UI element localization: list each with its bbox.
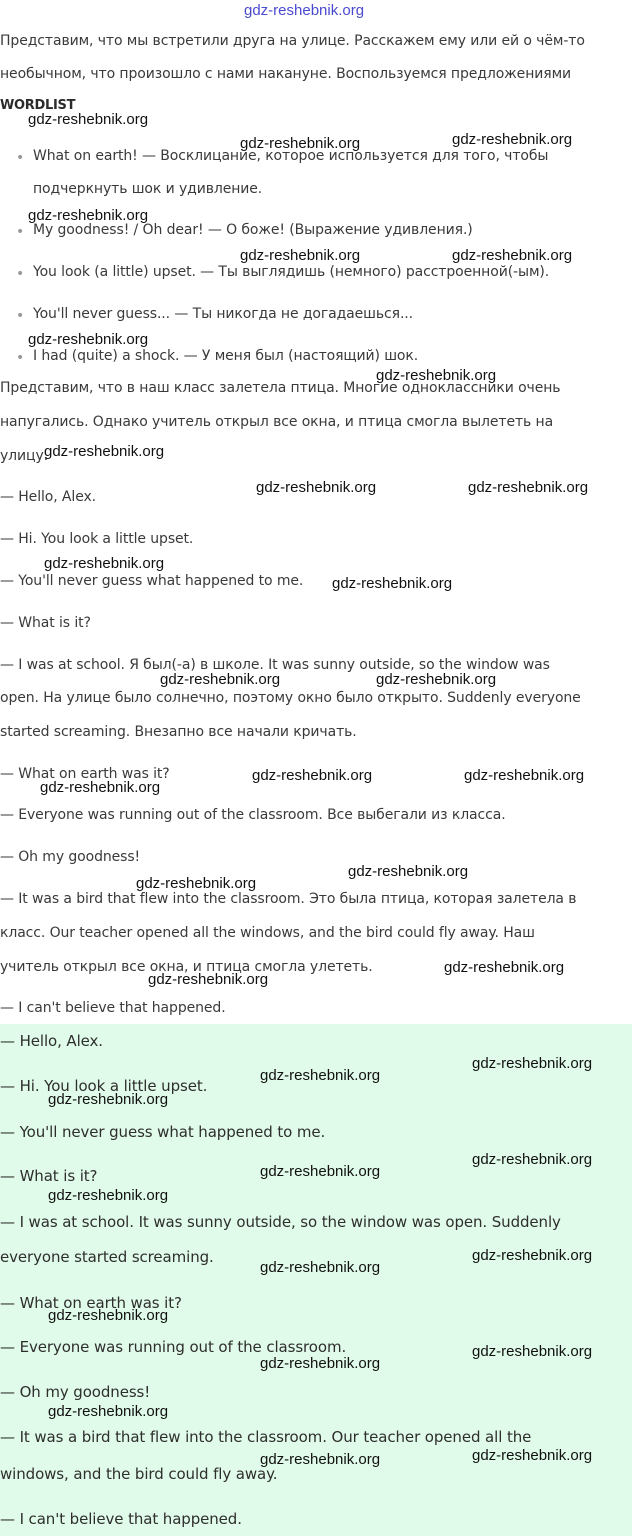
- intro-line-2: необычном, что произошло с нами накануне. Воспользуемся предложениями: [0, 66, 572, 82]
- watermark: gdz-reshebnik.org: [260, 1259, 381, 1276]
- watermark: gdz-reshebnik.org: [28, 331, 149, 348]
- bullet-icon: •: [16, 308, 25, 324]
- answer-line-4: — What is it?: [0, 1167, 98, 1185]
- bullet-icon: •: [16, 350, 25, 366]
- watermark: gdz-reshebnik.org: [44, 443, 165, 460]
- answer-line-5a: — I was at school. It was sunny outside, so the window was open. Suddenly: [0, 1213, 561, 1231]
- wordlist-item-1-line-2: подчеркнуть шок и удивление.: [33, 181, 263, 197]
- answer-line-10: — I can't believe that happened.: [0, 1510, 242, 1528]
- dialogue-line-4: — What is it?: [0, 615, 91, 631]
- wordlist-item-4: You'll never guess... — Ты никогда не догадаешься...: [33, 306, 414, 322]
- dialogue-line-5a: — I was at school. Я был(-а) в школе. It was sunny outside, so the window was: [0, 657, 550, 673]
- watermark: gdz-reshebnik.org: [240, 135, 361, 152]
- watermark: gdz-reshebnik.org: [44, 555, 165, 572]
- watermark: gdz-reshebnik.org: [472, 1343, 593, 1360]
- watermark: gdz-reshebnik.org: [260, 1163, 381, 1180]
- watermark: gdz-reshebnik.org: [376, 367, 497, 384]
- intro-line-1: Представим, что мы встретили друга на улице. Расскажем ему или ей о чём-то: [0, 33, 585, 49]
- situation-line-1: Представим, что в наш класс залетела птица. Многие одноклассники очень: [0, 380, 561, 396]
- watermark: gdz-reshebnik.org: [40, 779, 161, 796]
- watermark: gdz-reshebnik.org: [472, 1151, 593, 1168]
- watermark: gdz-reshebnik.org: [28, 207, 149, 224]
- bullet-icon: •: [16, 150, 25, 166]
- bullet-icon: •: [16, 224, 25, 240]
- bullet-icon: •: [16, 266, 25, 282]
- answer-line-7: — Everyone was running out of the classroom.: [0, 1338, 347, 1356]
- situation-line-3: улицу.: [0, 448, 48, 464]
- dialogue-line-1: — Hello, Alex.: [0, 489, 97, 505]
- dialogue-line-9b: класс. Our teacher opened all the windows, and the bird could fly away. Наш: [0, 925, 535, 941]
- answer-line-1: — Hello, Alex.: [0, 1032, 103, 1050]
- watermark: gdz-reshebnik.org: [464, 767, 585, 784]
- watermark: gdz-reshebnik.org: [376, 671, 497, 688]
- watermark: gdz-reshebnik.org: [472, 1055, 593, 1072]
- dialogue-line-6: — What on earth was it?: [0, 766, 170, 782]
- watermark: gdz-reshebnik.org: [472, 1447, 593, 1464]
- watermark: gdz-reshebnik.org: [240, 247, 361, 264]
- dialogue-line-7: — Everyone was running out of the classroom. Все выбегали из класса.: [0, 807, 506, 823]
- wordlist-item-1-line-1: What on earth! — Восклицание, которое используется для того, чтобы: [33, 148, 549, 164]
- dialogue-line-10: — I can't believe that happened.: [0, 1000, 226, 1016]
- watermark: gdz-reshebnik.org: [252, 767, 373, 784]
- dialogue-line-5b: open. На улице было солнечно, поэтому окно было открыто. Suddenly everyone: [0, 690, 581, 706]
- dialogue-line-2: — Hi. You look a little upset.: [0, 531, 194, 547]
- answer-line-3: — You'll never guess what happened to me.: [0, 1123, 326, 1141]
- answer-line-9a: — It was a bird that flew into the classroom. Our teacher opened all the: [0, 1428, 532, 1446]
- dialogue-line-5c: started screaming. Внезапно все начали кричать.: [0, 724, 357, 740]
- answer-line-5b: everyone started screaming.: [0, 1248, 214, 1266]
- watermark: gdz-reshebnik.org: [136, 875, 257, 892]
- watermark: gdz-reshebnik.org: [48, 1187, 169, 1204]
- watermark: gdz-reshebnik.org: [332, 575, 453, 592]
- wordlist-heading: WORDLIST: [0, 98, 76, 113]
- wordlist-item-5: I had (quite) a shock. — У меня был (настоящий) шок.: [33, 348, 419, 364]
- dialogue-line-9c: учитель открыл все окна, и птица смогла улететь.: [0, 959, 373, 975]
- watermark: gdz-reshebnik.org: [260, 1451, 381, 1468]
- watermark: gdz-reshebnik.org: [260, 1355, 381, 1372]
- dialogue-line-9a: — It was a bird that flew into the classroom. Это была птица, которая залетела в: [0, 891, 577, 907]
- watermark: gdz-reshebnik.org: [256, 479, 377, 496]
- watermark: gdz-reshebnik.org: [48, 1091, 169, 1108]
- watermark: gdz-reshebnik.org: [28, 111, 149, 128]
- answer-line-8: — Oh my goodness!: [0, 1383, 151, 1401]
- wordlist-item-2: My goodness! / Oh dear! — О боже! (Выражение удивления.): [33, 222, 473, 238]
- watermark: gdz-reshebnik.org: [48, 1403, 169, 1420]
- dialogue-line-3: — You'll never guess what happened to me.: [0, 573, 304, 589]
- watermark-top: gdz-reshebnik.org: [244, 2, 365, 19]
- watermark: gdz-reshebnik.org: [444, 959, 565, 976]
- wordlist-item-3: You look (a little) upset. — Ты выглядишь (немного) расстроенной(-ым).: [33, 264, 550, 280]
- dialogue-line-8: — Oh my goodness!: [0, 849, 141, 865]
- answer-line-6: — What on earth was it?: [0, 1294, 182, 1312]
- watermark: gdz-reshebnik.org: [148, 971, 269, 988]
- watermark: gdz-reshebnik.org: [468, 479, 589, 496]
- watermark: gdz-reshebnik.org: [260, 1067, 381, 1084]
- situation-line-2: напугались. Однако учитель открыл все окна, и птица смогла вылететь на: [0, 414, 554, 430]
- answer-line-2: — Hi. You look a little upset.: [0, 1077, 208, 1095]
- watermark: gdz-reshebnik.org: [452, 131, 573, 148]
- answer-line-9b: windows, and the bird could fly away.: [0, 1465, 278, 1483]
- watermark: gdz-reshebnik.org: [472, 1247, 593, 1264]
- watermark: gdz-reshebnik.org: [160, 671, 281, 688]
- watermark: gdz-reshebnik.org: [452, 247, 573, 264]
- watermark: gdz-reshebnik.org: [348, 863, 469, 880]
- watermark: gdz-reshebnik.org: [48, 1307, 169, 1324]
